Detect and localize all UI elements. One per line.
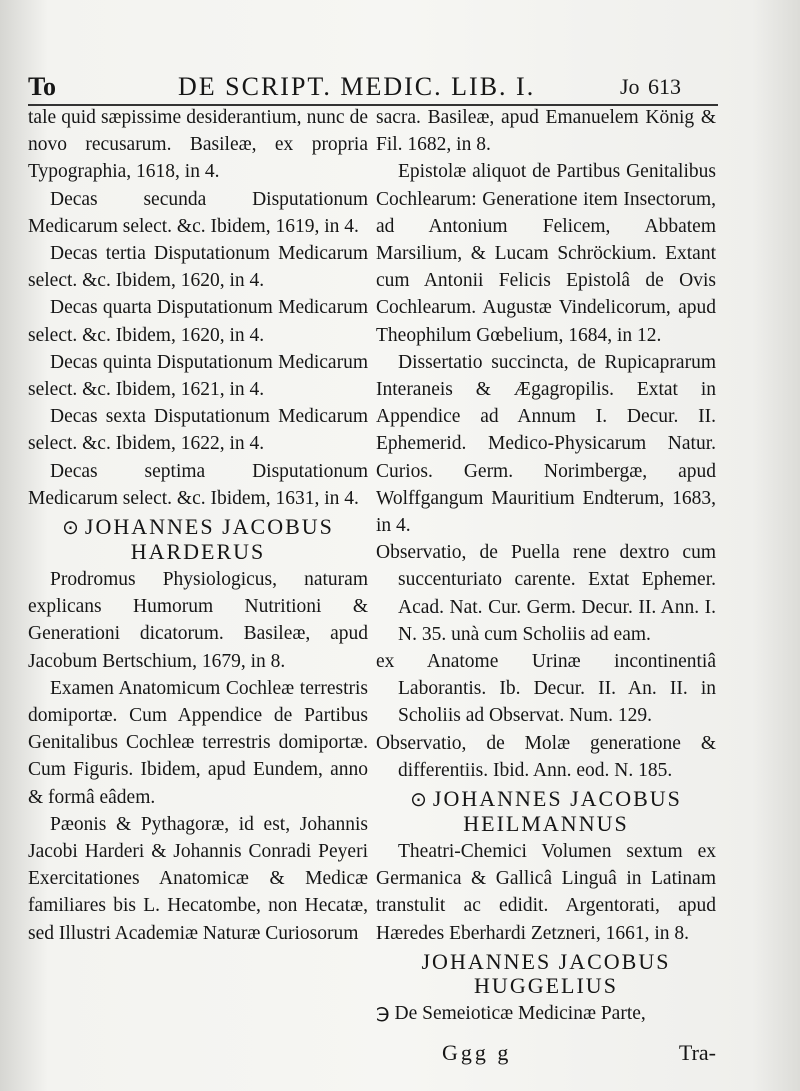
author-name-line1: JOHANNES JACOBUS — [84, 514, 334, 540]
author-heading — [28, 515, 368, 564]
entry-text: De Semeioticæ Medicinæ Parte, — [394, 1002, 646, 1024]
page-header — [28, 72, 788, 106]
folio-mark: To — [28, 72, 56, 101]
bibliography-entry: Decas secunda Disputationum Medicarum select. &c. Ibidem, 1619, in 4. — [28, 188, 368, 237]
bibliography-entry: Theatri-Chemici Volumen sextum ex Germanica & Gallicâ Linguâ in Latinam transtulit ac edidit. Argentorati, apud Hæredes Eberhardi Zetzneri, 1661, in 8. — [376, 841, 716, 944]
bibliography-entry: Pæonis & Pythagoræ, id est, Johannis Jacobi Harderi & Johannis Conradi Peyeri Exercitationes Anatomicæ & Medicæ familiares bis L. Hecatombe, non Hecatæ, sed Illustri Academiæ Naturæ Curiosorum — [28, 813, 368, 944]
bibliography-entry: Decas septima Disputationum Medicarum select. &c. Ibidem, 1631, in 4. — [28, 460, 368, 509]
author-name-line1: JOHANNES JACOBUS — [432, 786, 682, 812]
bibliography-entry: Decas quarta Disputationum Medicarum select. &c. Ibidem, 1620, in 4. — [28, 297, 368, 346]
ornament-mark: ⊙ — [62, 517, 81, 540]
bibliography-entry: Decas sexta Disputationum Medicarum select. &c. Ibidem, 1622, in 4. — [28, 406, 368, 455]
author-heading — [376, 787, 716, 836]
bibliography-entry: Prodromus Physiologicus, naturam explicans Humorum Nutritioni & Generationi dicatorum. Basileæ, apud Jacobum Bertschium, 1679, in 8. — [28, 569, 368, 672]
bibliography-entry: tale quid sæpissime desiderantium, nunc de novo recusarum. Basileæ, ex propria Typographia, 1618, in 4. — [28, 107, 368, 183]
signature-mark: Ggg g — [442, 1040, 512, 1065]
column-number: Jo — [620, 74, 640, 99]
author-name-line1: JOHANNES JACOBUS — [421, 948, 671, 974]
bibliography-entry: Examen Anatomicum Cochleæ terrestris domiportæ. Cum Appendice de Partibus Genitalibus Cochleæ terrestris domiportæ. Cum Figuris. Ibidem, apud Eundem, anno & formâ eâdem. — [28, 677, 368, 808]
bibliography-entry: Decas tertia Disputationum Medicarum select. &c. Ibidem, 1620, in 4. — [28, 243, 368, 292]
bibliography-entry: Decas quinta Disputationum Medicarum select. &c. Ibidem, 1621, in 4. — [28, 351, 368, 401]
left-column — [28, 104, 368, 947]
bibliography-entry: Dissertatio succincta, de Rupicaprarum Interaneis & Ægagropilis. Extat in Appendice ad Annum I. Decur. II. Ephemerid. Medico-Physicarum Natur. Curios. Germ. Norimbergæ, apud Wolffgangum Mauritium Endterum, 1683, in 4. — [376, 351, 716, 537]
author-name-line2: HARDERUS — [130, 539, 266, 565]
running-title: DE SCRIPT. MEDIC. LIB. I. — [178, 72, 536, 101]
right-column — [376, 104, 716, 1027]
catchword: Tra- — [678, 1040, 716, 1065]
bibliography-entry: Observatio, de Puella rene dextro cum succenturiato carente. Extat Ephemer. Acad. Nat. Cur. Germ. Decur. II. Ann. I. N. 35. unà cum Scholiis ad eam. — [376, 542, 716, 645]
author-name-line2: HEILMANNUS — [463, 811, 629, 837]
bibliography-entry: Observatio, de Molæ generatione & differentiis. Ibid. Ann. eod. N. 185. — [376, 732, 716, 781]
bibliography-entry: ex Anatome Urinæ incontinentiâ Laborantis. Ib. Decur. II. An. II. in Scholiis ad Observat. Num. 129. — [376, 651, 716, 727]
ornament-mark: ⊙ — [410, 789, 429, 812]
ornament-mark: ℈ — [376, 1002, 390, 1024]
bibliography-entry — [376, 1000, 716, 1027]
page-number: 613 — [648, 74, 681, 99]
author-name-line2: HUGGELIUS — [474, 972, 618, 998]
author-heading — [376, 950, 716, 998]
page-footer — [376, 1040, 716, 1070]
bibliography-entry: Epistolæ aliquot de Partibus Genitalibus Cochlearum: Generatione item Insectorum, ad Antonium Felicem, Abbatem Marsilium, & Lucam Schröckium. Extant cum Antonii Felicis Epistolâ de Ovis Cochlearum. Augustæ Vindelicorum, apud Theophilum Gœbelium, 1684, in 12. — [376, 161, 716, 346]
bibliography-entry: sacra. Basileæ, apud Emanuelem König & Fil. 1682, in 8. — [376, 107, 716, 156]
